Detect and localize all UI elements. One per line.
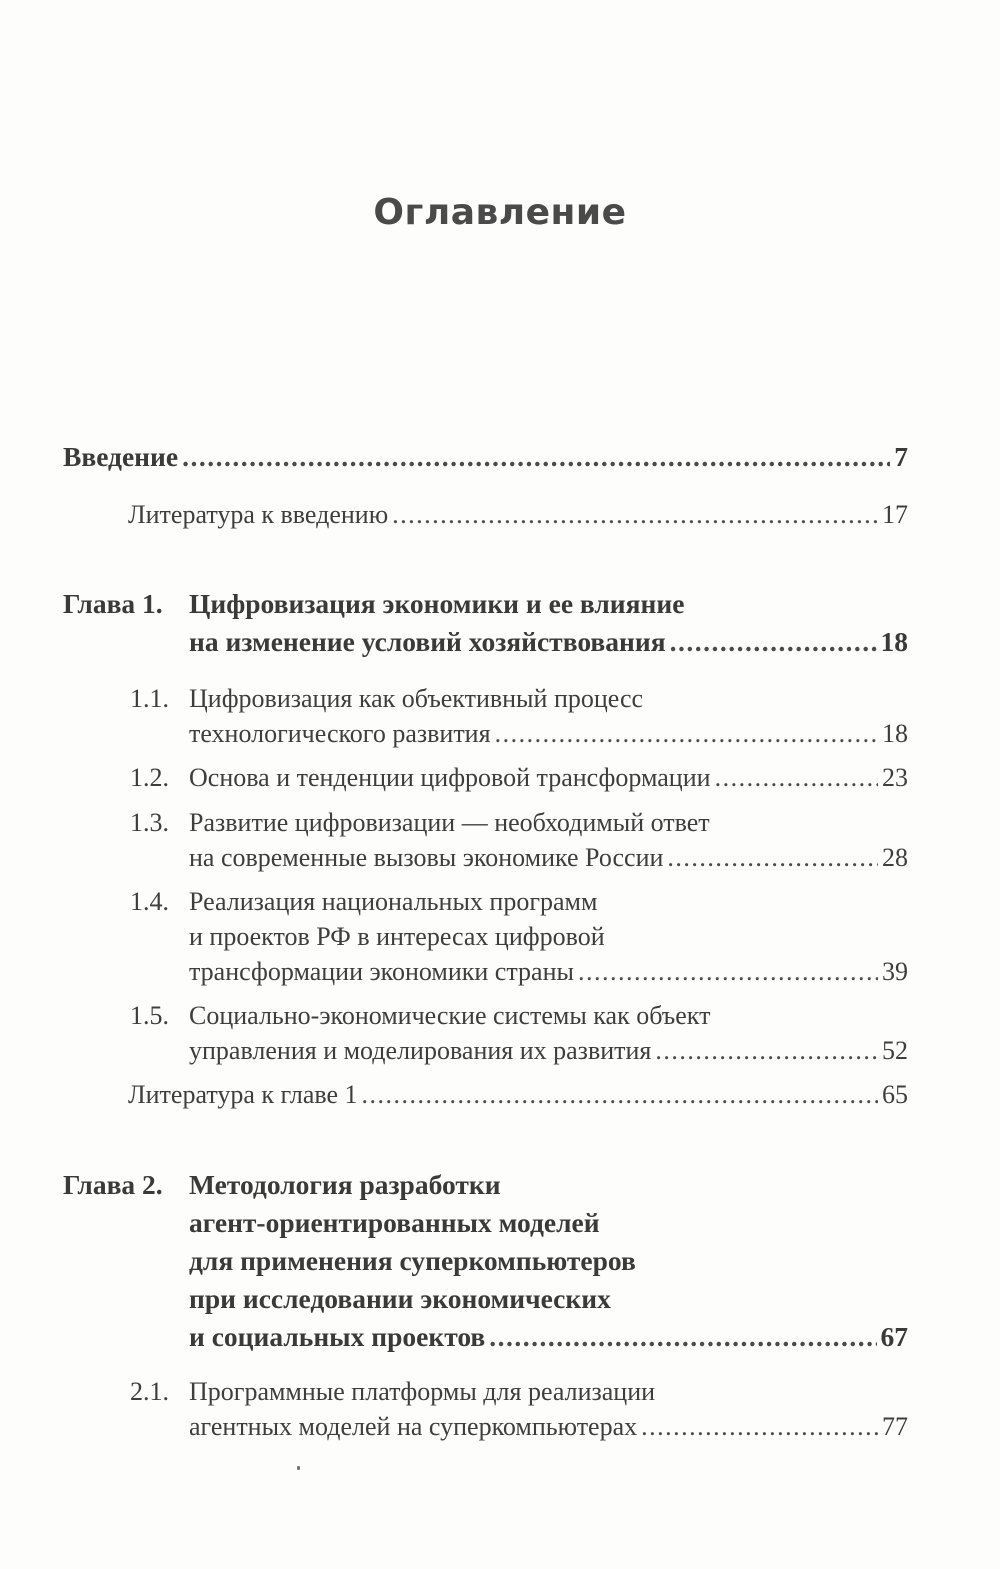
dot-leader bbox=[495, 719, 878, 749]
toc-entry-title: Литература к главе 1 bbox=[128, 1080, 358, 1109]
toc-entry-title: Введение bbox=[63, 441, 179, 472]
toc-page-number: 18 bbox=[880, 626, 908, 657]
chapter-title-line[interactable]: для применения суперкомпьютеров bbox=[189, 1245, 636, 1276]
toc-entry-section-1-2[interactable] bbox=[189, 763, 908, 793]
toc-entry-chapter-2[interactable] bbox=[189, 1322, 908, 1352]
toc-page-number: 39 bbox=[882, 957, 908, 986]
dot-leader bbox=[578, 957, 878, 987]
chapter-title-line[interactable]: Методология разработки bbox=[189, 1169, 501, 1200]
chapter-label: Глава 1. bbox=[63, 588, 163, 619]
toc-page-number: 7 bbox=[894, 441, 908, 472]
section-number: 1.2. bbox=[130, 763, 169, 792]
toc-page-number: 67 bbox=[880, 1321, 908, 1352]
dot-leader bbox=[715, 763, 878, 793]
dot-leader bbox=[489, 1322, 876, 1352]
toc-page-number: 28 bbox=[882, 843, 908, 872]
toc-entry-section-2-1[interactable] bbox=[189, 1412, 908, 1442]
section-title-line: агентных моделей на суперкомпьютерах bbox=[189, 1412, 638, 1441]
dot-leader bbox=[641, 1412, 878, 1442]
toc-page-number: 77 bbox=[882, 1412, 908, 1441]
section-number: 1.5. bbox=[130, 1001, 169, 1030]
section-title-line[interactable]: Цифровизация как объективный процесс bbox=[189, 684, 644, 713]
chapter-title-line[interactable]: при исследовании экономических bbox=[189, 1283, 611, 1314]
chapter-title-line: и социальных проектов bbox=[189, 1321, 486, 1352]
toc-entry-section-1-3[interactable] bbox=[189, 843, 908, 873]
section-number: 1.3. bbox=[130, 808, 169, 837]
print-speck bbox=[297, 1466, 300, 1470]
section-title-line[interactable]: Программные платформы для реализации bbox=[189, 1377, 656, 1406]
toc-entry-title: Литература к введению bbox=[128, 500, 389, 529]
chapter-title-line: на изменение условий хозяйствования bbox=[189, 626, 666, 657]
section-number: 1.1. bbox=[130, 684, 169, 713]
dot-leader bbox=[670, 627, 877, 657]
dot-leader bbox=[667, 843, 878, 873]
chapter-label: Глава 2. bbox=[63, 1169, 163, 1200]
chapter-title-line[interactable]: агент-ориентированных моделей bbox=[189, 1207, 600, 1238]
toc-page-number: 17 bbox=[882, 500, 908, 529]
section-title-line: управления и моделирования их развития bbox=[189, 1036, 652, 1065]
section-number: 1.4. bbox=[130, 887, 169, 916]
section-title-line[interactable]: Реализация национальных программ bbox=[189, 887, 598, 916]
section-number: 2.1. bbox=[130, 1377, 169, 1406]
dot-leader bbox=[182, 442, 890, 472]
section-title-line[interactable]: и проектов РФ в интересах цифровой bbox=[189, 922, 605, 951]
dot-leader bbox=[392, 500, 878, 530]
section-title-line: трансформации экономики страны bbox=[189, 957, 574, 986]
toc-page-number: 65 bbox=[882, 1080, 908, 1109]
section-title-line: на современные вызовы экономике России bbox=[189, 843, 664, 872]
section-title-line: Основа и тенденции цифровой трансформации bbox=[189, 763, 711, 792]
dot-leader bbox=[655, 1036, 878, 1066]
toc-page-number: 18 bbox=[882, 719, 908, 748]
toc-entry-section-1-5[interactable] bbox=[189, 1036, 908, 1066]
section-title-line[interactable]: Развитие цифровизации — необходимый ответ bbox=[189, 808, 710, 837]
dot-leader bbox=[362, 1080, 878, 1110]
toc-entry-intro-literature[interactable] bbox=[128, 500, 908, 530]
toc-entry-intro[interactable] bbox=[63, 442, 908, 472]
toc-page-number: 23 bbox=[882, 763, 908, 792]
toc-entry-chapter-1[interactable] bbox=[189, 627, 908, 657]
toc-entry-section-1-4[interactable] bbox=[189, 957, 908, 987]
toc-page-number: 52 bbox=[882, 1036, 908, 1065]
section-title-line: технологического развития bbox=[189, 719, 491, 748]
chapter-title-line[interactable]: Цифровизация экономики и ее влияние bbox=[189, 588, 685, 619]
section-title-line[interactable]: Социально-экономические системы как объект bbox=[189, 1001, 711, 1030]
toc-entry-chapter-1-literature[interactable] bbox=[128, 1080, 908, 1110]
toc-entry-section-1-1[interactable] bbox=[189, 719, 908, 749]
page-title: Оглавление bbox=[373, 192, 627, 233]
